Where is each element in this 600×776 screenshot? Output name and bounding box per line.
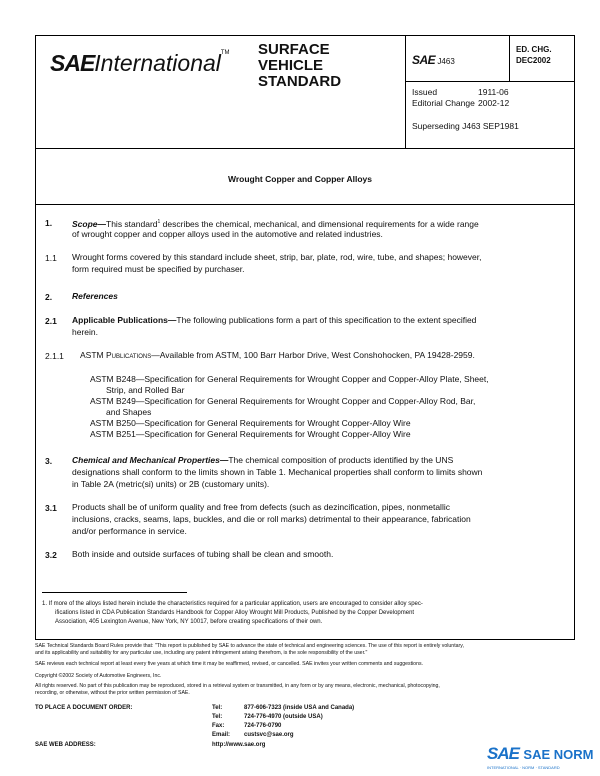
copyright-text: Copyright ©2002 Society of Automotive Engineers, Inc. <box>35 673 162 679</box>
reference-item: and Shapes <box>106 407 152 417</box>
section-heading: References <box>72 291 118 301</box>
section-number: 2.1 <box>45 316 57 326</box>
section-text: The chemical composition of products identified by the UNS <box>228 455 454 465</box>
superseding-row <box>412 121 519 131</box>
section-number: 1. <box>45 218 53 228</box>
issued-label: Issued <box>412 87 438 97</box>
footnote-rule <box>42 592 187 593</box>
section-3-line: in Table 2A (metric(si) units) or 2B (customary units). <box>72 479 270 489</box>
logo-sae: SAE <box>50 50 95 76</box>
section-1-line: of wrought copper and copper alloys used in the automotive and related industries. <box>72 229 383 239</box>
reference-item: ASTM B251—Specification for General Requirements for Wrought Copper-Alloy Wire <box>90 429 411 439</box>
section-heading: Scope— <box>72 218 107 229</box>
section-2-1-line <box>72 315 476 327</box>
issued-value: 1911-06 <box>478 87 509 97</box>
section-3-1-line: inclusions, cracks, seams, laps, buckles, and die or roll marks) detrimental to their appearance, fabrication <box>72 514 471 524</box>
standard-type <box>258 42 341 90</box>
section-text: This standard <box>106 218 158 229</box>
standard-type-line: SURFACE <box>258 41 330 58</box>
tel-value[interactable]: 877-606-7323 (inside USA and Canada) <box>244 705 355 711</box>
section-number: 2.1.1 <box>45 351 64 361</box>
document-title: Wrought Copper and Copper Alloys <box>227 174 373 184</box>
reference-item: ASTM B249—Specification for General Requirements for Wrought Copper and Copper-Alloy Rod, Bar, <box>90 396 476 406</box>
legal-text: SAE Technical Standards Board Rules provide that: "This report is published by SAE to advance the state of technical and engineering sciences. The use of this report is entirely voluntary, <box>35 643 464 649</box>
doc-prefix: SAE <box>412 53 436 67</box>
section-3-2-line: Both inside and outside surfaces of tubing shall be clean and smooth. <box>72 549 334 559</box>
sae-norm-watermark <box>487 744 594 770</box>
reference-item: ASTM B248—Specification for General Requirements for Wrought Copper and Copper-Alloy Plate, Sheet, <box>90 374 489 384</box>
section-text: The following publications form a part of this specification to the extent specified <box>176 315 477 325</box>
sae-norm-word: SAE NORM <box>523 747 594 762</box>
editorial-label: Editorial Change <box>412 98 475 108</box>
section-number: 3.1 <box>45 503 57 513</box>
section-number: 2. <box>45 292 53 302</box>
web-link[interactable]: http://www.sae.org <box>212 742 266 748</box>
section-3-1-line: and/or performance in service. <box>72 526 187 536</box>
tel-label: Tel: <box>212 705 223 711</box>
superseding-text: Superseding J463 SEP1981 <box>412 121 519 131</box>
standard-type-line: STANDARD <box>258 73 342 90</box>
standard-type-line: VEHICLE <box>258 57 324 74</box>
ed-chg-label: ED. CHG. <box>516 45 552 54</box>
section-3-1-line: Products shall be of uniform quality and free from defects (such as dezincification, pipes, nonmetallic <box>72 502 450 512</box>
footnote-ref: 1 <box>157 219 161 225</box>
ed-chg-date: DEC2002 <box>516 56 551 65</box>
section-heading: ASTM Publications <box>80 350 152 360</box>
sae-norm-mark: SAE <box>487 744 519 763</box>
email-label: Email: <box>212 732 231 738</box>
section-1-1-line: Wrought forms covered by this standard include sheet, strip, bar, plate, rod, wire, tube, and shapes; however, <box>72 252 482 262</box>
document-number <box>412 53 455 67</box>
header-vdivider-2 <box>509 35 510 81</box>
reference-item: Strip, and Rolled Bar <box>106 385 185 395</box>
section-number: 1.1 <box>45 253 57 263</box>
doc-number: J463 <box>437 57 455 66</box>
logo-international: International <box>94 50 221 76</box>
legal-text: and its applicability and suitability for any particular use, including any patent infringement arising therefrom, is the sole responsibility of the user." <box>35 650 368 656</box>
section-text: describes the chemical, mechanical, and dimensional requirements for a wide range <box>160 218 479 229</box>
sae-logo <box>50 50 230 77</box>
section-text: —Available from ASTM, 100 Barr Harbor Drive, West Conshohocken, PA 19428-2959. <box>151 350 475 360</box>
header-divider <box>35 148 575 149</box>
section-2-1-1-line <box>80 350 475 362</box>
section-3-line <box>72 455 453 467</box>
header-hdivider <box>405 81 575 82</box>
fax-label: Fax: <box>212 723 225 729</box>
section-heading: Applicable Publications— <box>72 315 177 325</box>
fax-value: 724-776-0790 <box>244 723 282 729</box>
footnote-line: 1. If more of the alloys listed herein include the characteristics required for a particular application, users are encouraged to consider alloy spec- <box>42 601 423 607</box>
section-heading: Chemical and Mechanical Properties— <box>72 455 229 465</box>
editorial-value: 2002-12 <box>478 98 510 108</box>
legal-text: recording, or otherwise, without the prior written permission of SAE. <box>35 690 190 696</box>
issued-row <box>412 87 509 97</box>
web-label: SAE WEB ADDRESS: <box>35 742 96 748</box>
order-label: TO PLACE A DOCUMENT ORDER: <box>35 705 133 711</box>
footnote-line: ifications listed in CDA Publication Standards Handbook for Copper Alloy Wrought Mill Products, Published by the Copper Development <box>55 610 415 616</box>
tel-value[interactable]: 724-776-4970 (outside USA) <box>244 714 323 720</box>
footnote-line: Association, 405 Lexington Avenue, New York, NY 10017, before creating specifications of their own. <box>55 619 323 625</box>
section-number: 3.2 <box>45 550 57 560</box>
editorial-row <box>412 98 510 108</box>
legal-text: SAE reviews each technical report at least every five years at which time it may be reaffirmed, revised, or cancelled. SAE invites your written comments and suggestions. <box>35 661 423 667</box>
header-vdivider-1 <box>405 35 406 148</box>
email-link[interactable]: custsvc@sae.org <box>244 732 294 738</box>
title-divider <box>35 204 575 205</box>
section-number: 3. <box>45 456 53 466</box>
legal-text: All rights reserved. No part of this publication may be reproduced, stored in a retrieval system or transmitted, in any form or by any means, electronic, mechanical, photocopying, <box>35 683 440 689</box>
section-2-1-line: herein. <box>72 327 98 337</box>
logo-tm: TM <box>220 50 230 56</box>
section-3-line: designations shall conform to the limits shown in Table 1. Mechanical properties shall conform to limits shown <box>72 467 483 477</box>
section-1-1-line: form required must be specified by purchaser. <box>72 264 245 274</box>
edition-change <box>516 44 552 66</box>
reference-item: ASTM B250—Specification for General Requirements for Wrought Copper-Alloy Wire <box>90 418 411 428</box>
sae-norm-sub: INTERNATIONAL · NORM · STANDARD <box>487 765 560 770</box>
tel-label: Tel: <box>212 714 223 720</box>
